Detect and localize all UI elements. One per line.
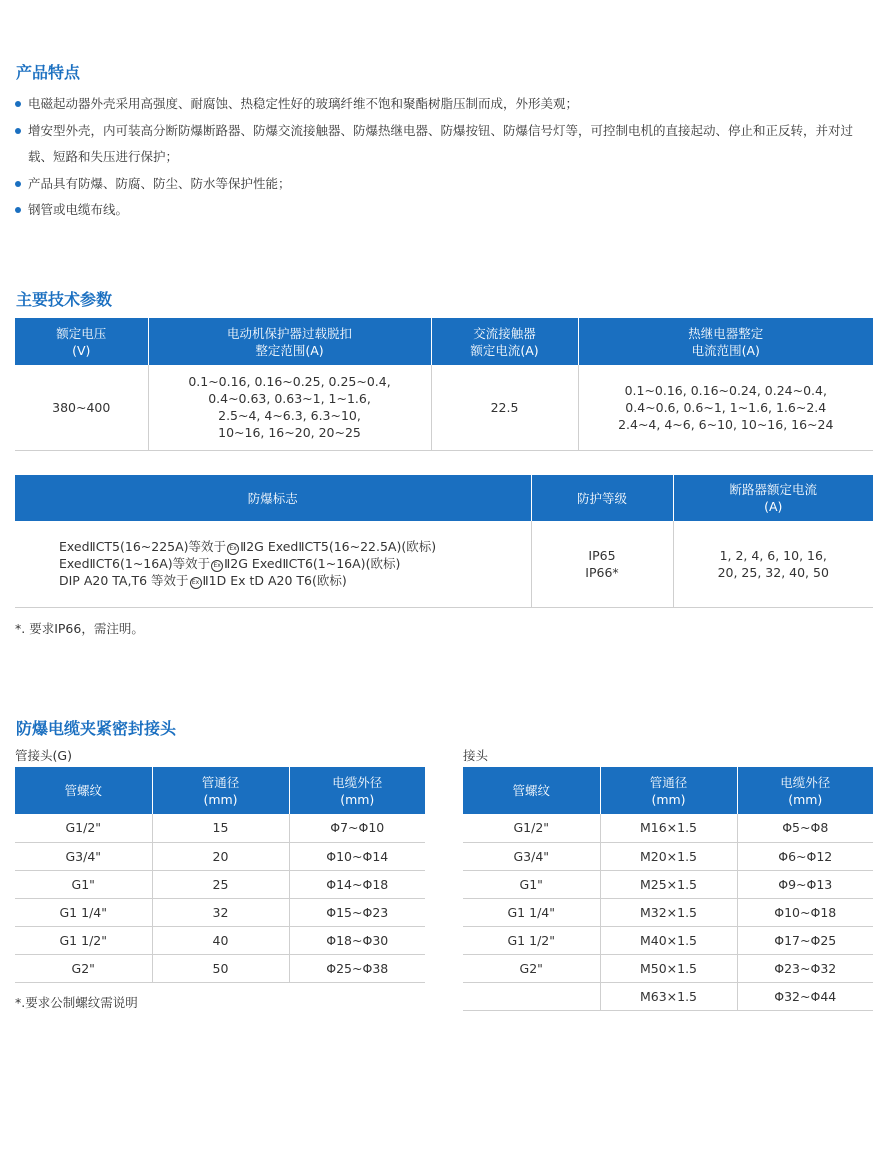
- table-cell: Φ32~Φ44: [774, 988, 837, 1004]
- table-cell: M16×1.5: [600, 814, 737, 842]
- cable-note: *.要求公制螺纹需说明: [15, 995, 138, 1010]
- cell-voltage: [15, 365, 148, 450]
- col-header-bore: [600, 767, 737, 814]
- table-cell: G1 1/4": [463, 898, 600, 926]
- table-row: [463, 954, 873, 982]
- cell-text: Ⅱ1D Ex tD A20 T6(欧标): [202, 573, 347, 589]
- table-cell: Φ10~Φ14: [326, 848, 389, 864]
- joint-table: [463, 767, 873, 1011]
- table-cell: Φ18~Φ30: [326, 932, 389, 948]
- cell-text: IP66*: [585, 564, 619, 580]
- cell-text: 管螺纹: [64, 783, 102, 798]
- cell-text: (mm): [340, 791, 375, 807]
- col-header-cable-od: [289, 767, 425, 814]
- cell-text: 额定电流(A): [470, 342, 539, 358]
- table-cell: Φ5~Φ8: [782, 820, 829, 836]
- bullet-dot-icon: [15, 181, 21, 187]
- table-cell: G2": [463, 954, 600, 982]
- col-header-thread: [463, 767, 600, 814]
- cell-text: [59, 555, 527, 572]
- features-list: [14, 91, 874, 224]
- ex-mark-icon: Ex: [227, 543, 239, 555]
- table-cell: M63×1.5: [600, 982, 737, 1010]
- table-cell: M40×1.5: [600, 926, 737, 954]
- cell-text: 额定电压: [56, 325, 107, 341]
- cell-text: 整定范围(A): [255, 342, 324, 358]
- params-note: *. 要求IP66，需注明。: [15, 621, 144, 636]
- params-title: 主要技术参数: [16, 290, 113, 309]
- table-cell: 20: [152, 842, 289, 870]
- cell-text: 管通径: [201, 774, 240, 790]
- cell-text: [59, 538, 527, 555]
- cell-protector-range: [148, 365, 431, 450]
- table-row: [15, 814, 425, 842]
- cell-text: 管螺纹: [512, 783, 550, 798]
- cell-text: [59, 572, 527, 589]
- table-row: [15, 954, 425, 982]
- table-cell: G3/4": [15, 842, 152, 870]
- table-cell: Φ23~Φ32: [774, 960, 837, 976]
- col-header-protector-range: [148, 318, 431, 365]
- col-header-cable-od: [737, 767, 873, 814]
- cell-text: 380~400: [52, 399, 111, 415]
- cell-ex-marking: [15, 521, 531, 607]
- col-header-ex-marking: [15, 475, 531, 521]
- table-cell: G1/2": [15, 814, 152, 842]
- bullet-dot-icon: [15, 207, 21, 213]
- table-cell: G1 1/2": [463, 926, 600, 954]
- table-cell: Φ17~Φ25: [774, 932, 837, 948]
- cell-text: (V): [72, 342, 91, 358]
- cell-text: ExedⅡCT6(1~16A)等效于: [59, 556, 211, 572]
- table-cell: M32×1.5: [600, 898, 737, 926]
- feature-item: 钢管或电缆布线。: [14, 197, 874, 224]
- cell-text: 断路器额定电流: [729, 482, 817, 497]
- cell-text: 22.5: [490, 399, 519, 415]
- table-row: [15, 926, 425, 954]
- cell-text: (mm): [788, 791, 823, 807]
- table-row: [463, 870, 873, 898]
- cell-text: 0.4~0.6, 0.6~1, 1~1.6, 1.6~2.4: [625, 399, 827, 415]
- cell-text: 交流接触器: [473, 325, 536, 341]
- table-cell: G1/2": [463, 814, 600, 842]
- table-cell: G1": [15, 870, 152, 898]
- cell-text: 0.4~0.63, 0.63~1, 1~1.6,: [208, 391, 371, 407]
- cell-text: 防护等级: [576, 490, 627, 506]
- right-table-label: 接头: [463, 748, 489, 763]
- cell-text: 电缆外径: [332, 774, 383, 790]
- cell-text: 热继电器整定: [688, 325, 764, 341]
- ex-mark-icon: Ex: [211, 560, 223, 572]
- cable-title: 防爆电缆夹紧密封接头: [16, 719, 177, 738]
- feature-item: 增安型外壳，内可装高分断防爆断路器、防爆交流接触器、防爆热继电器、防爆按钮、防爆信号灯等，可控制电机的直接起动、停止和正反转，并对过载、短路和失压进行保护；: [14, 118, 874, 171]
- cell-text: (mm): [203, 791, 238, 807]
- bullet-dot-icon: [15, 128, 21, 134]
- table-cell: 32: [152, 898, 289, 926]
- table-cell: G1 1/2": [15, 926, 152, 954]
- params-table-1: [15, 318, 873, 451]
- table-row: [463, 982, 873, 1010]
- table-cell: M25×1.5: [600, 870, 737, 898]
- cell-text: 电动机保护器过载脱扣: [226, 325, 352, 341]
- cell-text: 10~16, 16~20, 20~25: [218, 425, 361, 441]
- table-row: [463, 898, 873, 926]
- table-cell: Φ25~Φ38: [326, 960, 389, 976]
- cell-text: ExedⅡCT5(16~225A)等效于: [59, 539, 227, 555]
- cell-protection-grade: [531, 521, 673, 607]
- table-cell: M50×1.5: [600, 954, 737, 982]
- table-cell: 50: [152, 954, 289, 982]
- cell-text: (mm): [651, 791, 686, 807]
- table-cell: G3/4": [463, 842, 600, 870]
- bullet-dot-icon: [15, 101, 21, 107]
- cell-text: 20, 25, 32, 40, 50: [717, 564, 829, 580]
- col-header-protection-grade: [531, 475, 673, 521]
- cell-text: 2.4~4, 4~6, 6~10, 10~16, 16~24: [618, 416, 834, 432]
- col-header-relay-range: [578, 318, 873, 365]
- left-table-label: 管接头(G): [15, 748, 72, 763]
- col-header-voltage: [15, 318, 148, 365]
- col-header-thread: [15, 767, 152, 814]
- table-cell: Φ9~Φ13: [778, 876, 833, 892]
- table-row: [463, 926, 873, 954]
- params-table-2: [15, 475, 873, 608]
- cell-breaker-current: [673, 521, 873, 607]
- cell-relay-range: [578, 365, 873, 450]
- cell-text: 管通径: [649, 774, 688, 790]
- cell-text: 防爆标志: [247, 490, 298, 506]
- feature-item: 产品具有防爆、防腐、防尘、防水等保护性能；: [14, 171, 874, 198]
- table-row: [15, 870, 425, 898]
- ex-mark-icon: Ex: [190, 577, 202, 589]
- cell-text: Ⅱ2G ExedⅡCT6(1~16A)(欧标): [224, 556, 401, 572]
- table-cell: Φ14~Φ18: [326, 876, 389, 892]
- cell-text: 1, 2, 4, 6, 10, 16,: [719, 547, 827, 563]
- table-row: [15, 521, 873, 607]
- table-row: [463, 842, 873, 870]
- table-cell: [463, 982, 600, 1010]
- col-header-contactor-current: [431, 318, 578, 365]
- table-cell: Φ6~Φ12: [778, 848, 833, 864]
- table-cell: Φ7~Φ10: [330, 820, 385, 836]
- cell-text: Ⅱ2G ExedⅡCT5(16~22.5A)(欧标): [240, 539, 437, 555]
- table-cell: Φ15~Φ23: [326, 904, 389, 920]
- cell-text: 电缆外径: [780, 774, 831, 790]
- table-cell: G2": [15, 954, 152, 982]
- col-header-breaker-current: [673, 475, 873, 521]
- table-cell: 25: [152, 870, 289, 898]
- table-cell: G1 1/4": [15, 898, 152, 926]
- table-cell: M20×1.5: [600, 842, 737, 870]
- table-row: [15, 365, 873, 450]
- table-cell: G1": [463, 870, 600, 898]
- cell-text: DIP A20 TA,T6 等效于: [59, 573, 189, 589]
- table-row: [15, 842, 425, 870]
- cell-contactor-current: [431, 365, 578, 450]
- features-title: 产品特点: [16, 63, 81, 82]
- pipe-joint-table: [15, 767, 425, 983]
- table-row: [15, 898, 425, 926]
- cell-text: (A): [764, 499, 783, 514]
- feature-item: 电磁起动器外壳采用高强度、耐腐蚀、热稳定性好的玻璃纤维不饱和聚酯树脂压制而成，外形美观；: [14, 91, 874, 118]
- cell-text: 0.1~0.16, 0.16~0.25, 0.25~0.4,: [188, 374, 391, 390]
- cell-text: IP65: [588, 547, 616, 563]
- col-header-bore: [152, 767, 289, 814]
- cell-text: 0.1~0.16, 0.16~0.24, 0.24~0.4,: [624, 382, 827, 398]
- table-row: [463, 814, 873, 842]
- table-cell: 15: [152, 814, 289, 842]
- table-cell: 40: [152, 926, 289, 954]
- cell-text: 电流范围(A): [691, 342, 760, 358]
- cell-text: 2.5~4, 4~6.3, 6.3~10,: [218, 408, 361, 424]
- table-cell: Φ10~Φ18: [774, 904, 837, 920]
